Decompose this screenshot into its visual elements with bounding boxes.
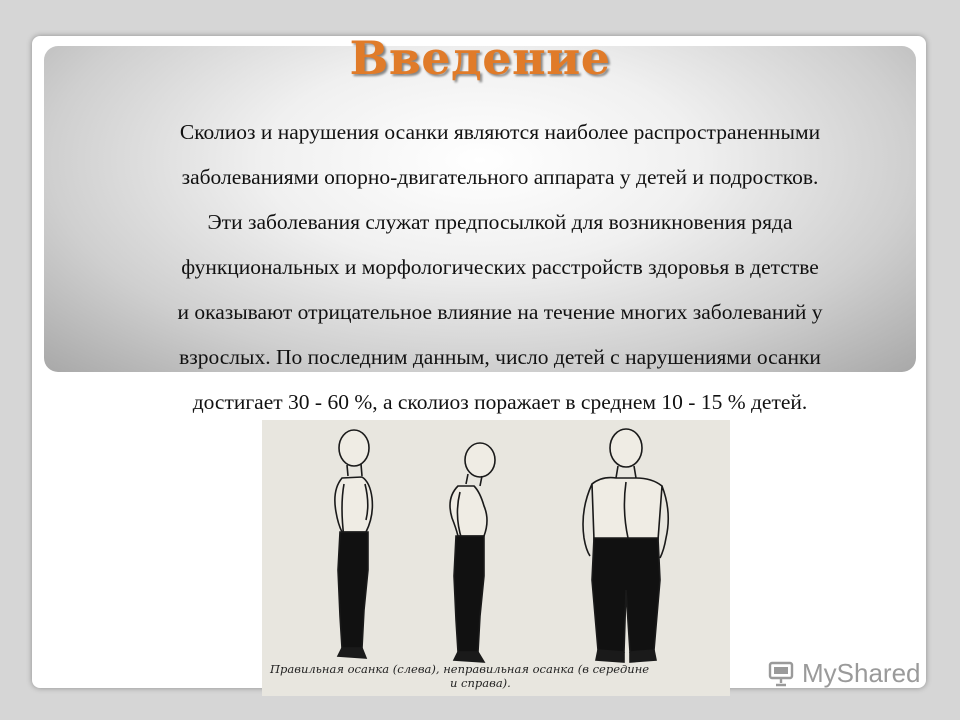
caption-line: и справа). bbox=[450, 676, 511, 690]
paragraph-line: взрослых. По последним данным, число детей с нарушениями осанки bbox=[179, 345, 821, 369]
posture-illustration bbox=[262, 420, 730, 696]
paragraph-line: Эти заболевания служат предпосылкой для возникновения ряда bbox=[207, 210, 793, 234]
caption-line: Правильная осанка (слева), неправильная осанка (в середине bbox=[270, 662, 650, 676]
watermark-text: MyShared bbox=[802, 657, 921, 688]
presentation-board-icon bbox=[766, 658, 796, 688]
paragraph-line: заболеваниями опорно-двигательного аппарата у детей и подростков. bbox=[181, 165, 819, 189]
paragraph-line: и оказывают отрицательное влияние на течение многих заболеваний у bbox=[177, 300, 823, 324]
figure-caption bbox=[270, 662, 722, 690]
intro-paragraph bbox=[92, 110, 908, 425]
slide-title: Введение bbox=[349, 31, 611, 85]
posture-figures-drawing bbox=[262, 420, 730, 696]
paragraph-line: Сколиоз и нарушения осанки являются наиболее распространенными bbox=[179, 120, 821, 144]
paragraph-line: достигает 30 - 60 %, а сколиоз поражает в среднем 10 - 15 % детей. bbox=[192, 390, 808, 414]
myshared-watermark bbox=[766, 656, 921, 690]
paragraph-line: функциональных и морфологических расстройств здоровья в детстве bbox=[181, 255, 819, 279]
